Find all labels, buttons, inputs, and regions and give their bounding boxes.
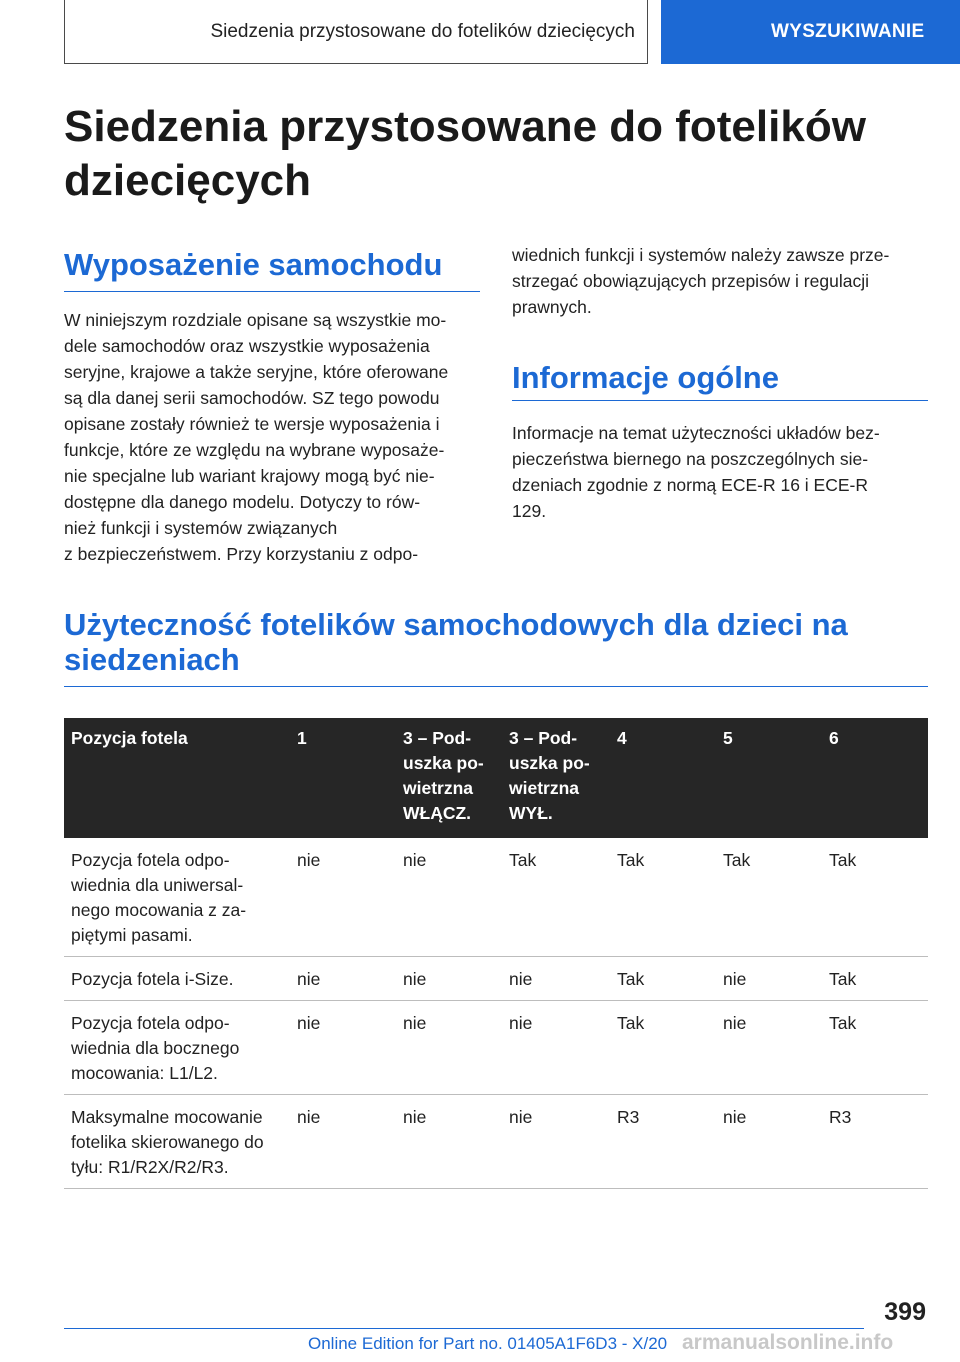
- table-cell: R3: [610, 1095, 716, 1189]
- text-line: funkcje, które ze względu na wybrane wyposaże‐: [64, 440, 445, 460]
- text-line: Informacje na temat użyteczności układów bez‐: [512, 423, 880, 443]
- text-line: wiednich funkcji i systemów należy zawsze prze‐: [512, 245, 890, 265]
- table-cell: Pozycja fotela odpo‐ wiednia dla bocznego mocowania: L1/L2.: [64, 1001, 290, 1095]
- footer-divider: [64, 1328, 864, 1329]
- table-cell: nie: [396, 838, 502, 957]
- table-cell: nie: [716, 957, 822, 1001]
- table-cell: Pozycja fotela odpo‐ wiednia dla uniwersal‐ nego mocowania z za‐ piętymi pasami.: [64, 838, 290, 957]
- table-cell: nie: [716, 1001, 822, 1095]
- table-cell: Tak: [716, 838, 822, 957]
- text-line: strzegać obowiązujących przepisów i regulacji: [512, 271, 869, 291]
- table-cell: nie: [502, 957, 610, 1001]
- text-line: dele samochodów oraz wszystkie wyposażenia: [64, 336, 430, 356]
- page-number: 399: [884, 1298, 926, 1326]
- table-header-cell: 3 – Pod‐ uszka po‐ wietrzna WŁĄCZ.: [396, 718, 502, 838]
- table-cell: nie: [290, 957, 396, 1001]
- vehicle-equipment-continuation: [512, 242, 928, 320]
- table-cell: Maksymalne mocowanie fotelika skierowanego do tyłu: R1/R2X/R2/R3.: [64, 1095, 290, 1189]
- table-cell: R3: [822, 1095, 928, 1189]
- table-cell: nie: [716, 1095, 822, 1189]
- text-line: W niniejszym rozdziale opisane są wszystkie mo‐: [64, 310, 447, 330]
- table-row: [64, 1095, 928, 1189]
- table-cell: Pozycja fotela i-Size.: [64, 957, 290, 1001]
- table-cell: Tak: [610, 1001, 716, 1095]
- text-line: dostępne dla danego modelu. Dotyczy to rów‐: [64, 492, 421, 512]
- search-button[interactable]: [661, 0, 960, 64]
- page-title: Siedzenia przystosowane do fotelików dziecięcych: [64, 102, 866, 205]
- table-row: [64, 1001, 928, 1095]
- header-section-title: [64, 0, 648, 64]
- footer-edition-text: Online Edition for Part no. 01405A1F6D3 - X/20: [308, 1334, 668, 1353]
- table-header-cell: 6: [822, 718, 928, 838]
- text-line: opisane zostały również te wersje wyposażenia i: [64, 414, 440, 434]
- table-cell: nie: [396, 1001, 502, 1095]
- table-header-cell: 5: [716, 718, 822, 838]
- text-line: seryjne, krajowe a także seryjne, które oferowane: [64, 362, 449, 382]
- table-cell: Tak: [822, 838, 928, 957]
- table-row: [64, 838, 928, 957]
- table-cell: nie: [502, 1001, 610, 1095]
- table-cell: Tak: [610, 957, 716, 1001]
- table-header-cell: Pozycja fotela: [64, 718, 290, 838]
- text-line: prawnych.: [512, 297, 592, 317]
- text-line: są dla danej serii samochodów. SZ tego powodu: [64, 388, 440, 408]
- text-line: 129.: [512, 501, 547, 521]
- table-cell: Tak: [822, 1001, 928, 1095]
- vehicle-equipment-text: [64, 307, 480, 567]
- table-cell: nie: [290, 1001, 396, 1095]
- table-header-cell: 1: [290, 718, 396, 838]
- header-section-title-text: Siedzenia przystosowane do fotelików dziecięcych: [210, 20, 635, 42]
- text-line: z bezpieczeństwem. Przy korzystaniu z odpo‐: [64, 544, 419, 564]
- text-line: dzeniach zgodnie z normą ECE-R 16 i ECE-R: [512, 475, 868, 495]
- table-row: [64, 957, 928, 1001]
- table-header-cell: 3 – Pod‐ uszka po‐ wietrzna WYŁ.: [502, 718, 610, 838]
- general-info-text: [512, 420, 928, 524]
- table-cell: nie: [290, 1095, 396, 1189]
- table-header-row: [64, 718, 928, 838]
- text-line: pieczeństwa biernego na poszczególnych sie‐: [512, 449, 869, 469]
- text-line: nież funkcji i systemów związanych: [64, 518, 338, 538]
- table-cell: Tak: [822, 957, 928, 1001]
- table-cell: nie: [290, 838, 396, 957]
- table-cell: Tak: [502, 838, 610, 957]
- table-cell: nie: [396, 957, 502, 1001]
- heading-vehicle-equipment: Wyposażenie samochodu: [64, 247, 480, 292]
- heading-usability: Użyteczność fotelików samochodowych dla dzieci na siedzeniach: [64, 607, 928, 687]
- seat-compatibility-table: [64, 718, 928, 1189]
- search-button-label: WYSZUKIWANIE: [771, 21, 925, 42]
- table-cell: nie: [502, 1095, 610, 1189]
- text-line: nie specjalne lub wariant krajowy mogą być nie‐: [64, 466, 435, 486]
- table-header-cell: 4: [610, 718, 716, 838]
- table-cell: nie: [396, 1095, 502, 1189]
- heading-general-info: Informacje ogólne: [512, 360, 928, 401]
- table-cell: Tak: [610, 838, 716, 957]
- watermark: armanualsonline.info: [682, 1331, 894, 1354]
